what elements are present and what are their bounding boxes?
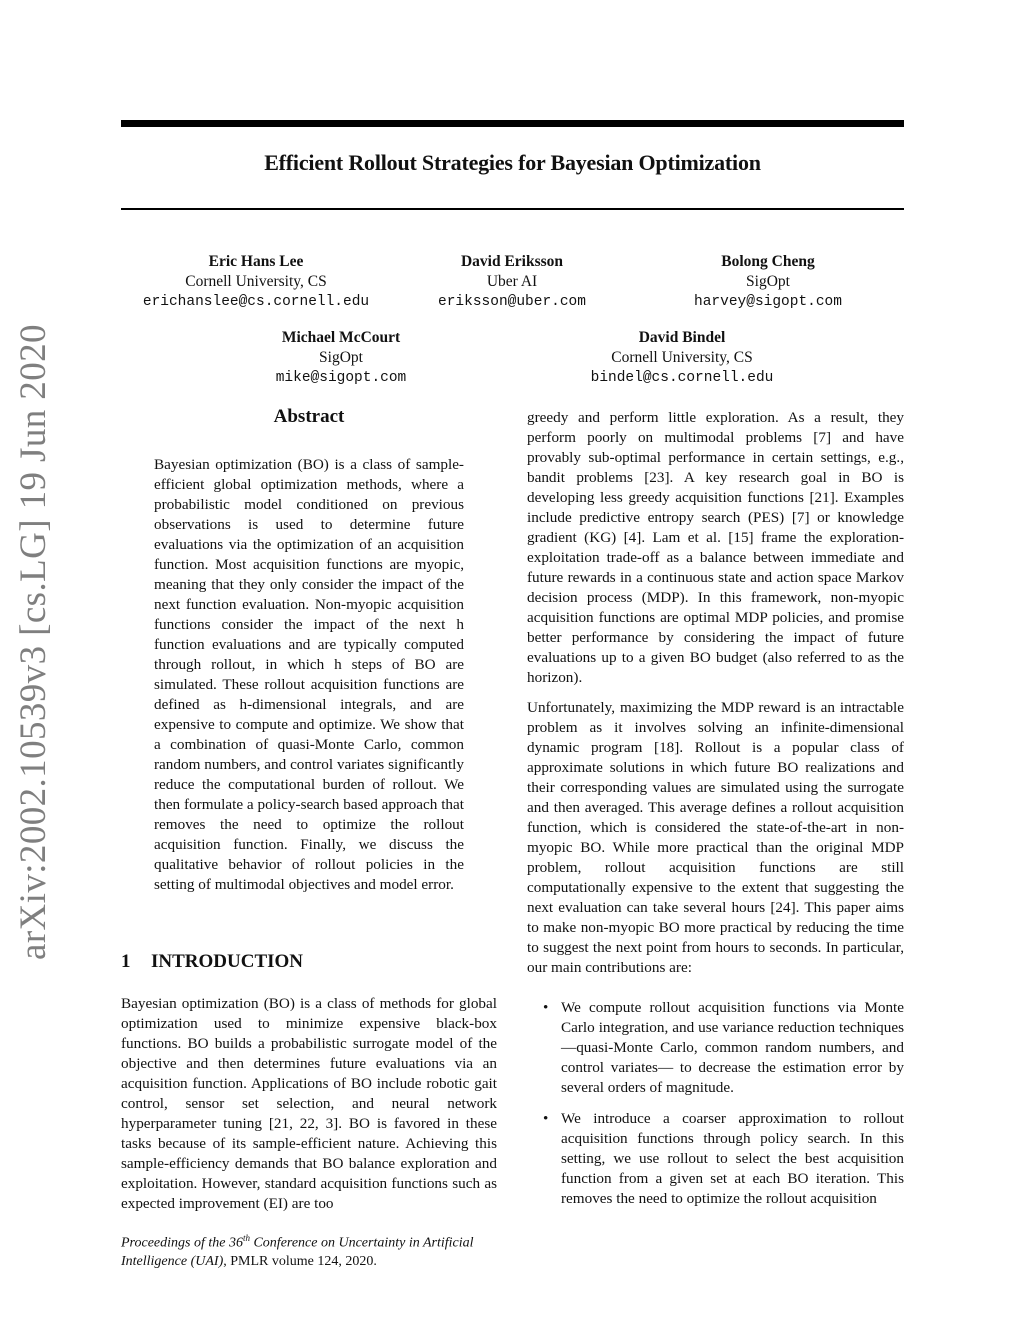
author-affiliation: SigOpt (746, 273, 790, 290)
footnote-rest: , PMLR volume 124, 2020. (223, 1253, 377, 1269)
author-email[interactable]: eriksson@uber.com (438, 294, 586, 310)
arxiv-identifier: arXiv:2002.10539v3 [cs.LG] 19 Jun 2020 (13, 324, 54, 960)
abstract-text: Bayesian optimization (BO) is a class of sample-efficient global optimization methods, where a probabilistic model conditioned on previous observations is used to determine future evaluations via the optimization of an acquisition function. Most acquisition functions are myopic, meaning that they only consider the impact of the next function evaluation. Non-myopic acquisition functions consider the impact of the next h function evaluations and are typically computed through rollout, in which h steps of BO are simulated. These rollout acquisition functions are defined as h-dimensional integrals, and are expensive to compute and optimize. We show that a combination of quasi-Monte Carlo, common random numbers, and control variates significantly reduce the computational burden of rollout. We then formulate a policy-search based approach that removes the need to optimize the rollout acquisition function. Finally, we discuss the qualitative behavior of rollout policies in the setting of multimodal objectives and model error. (154, 456, 464, 893)
paper-title: Efficient Rollout Strategies for Bayesian Optimization (264, 150, 761, 175)
author-name: Eric Hans Lee (208, 253, 304, 270)
author-block (241, 328, 441, 388)
author-name: Michael McCourt (281, 329, 401, 346)
section-number: 1 (121, 951, 131, 972)
author-affiliation: Cornell University, CS (611, 349, 753, 366)
footnote-venue-prefix: Proceedings of the 36 (121, 1235, 243, 1251)
author-email[interactable]: mike@sigopt.com (275, 370, 407, 386)
intro-paragraph: Bayesian optimization (BO) is a class of methods for global optimization used to minimize expensive black-box functions. BO builds a probabilistic surrogate model of the objective and then determines future evaluations via an acquisition function. Applications of BO include robotic gait control, sensor set selection, and neural network hyperparameter tuning [21, 22, 3]. BO is favored in these tasks because of its sample-efficient nature. Achieving this sample-efficiency demands that BO balance exploration and exploitation. However, standard acquisition functions such as expected improvement (EI) are too (121, 995, 497, 1212)
section-heading (121, 951, 303, 973)
list-item-text: We introduce a coarser approximation to rollout acquisition functions through policy search. In this setting, we use rollout to select the best acquisition function from a given set at each BO iteration. This removes the need to optimize the rollout acquisition (561, 1110, 904, 1207)
abstract-heading: Abstract (273, 406, 345, 427)
author-name: David Eriksson (460, 253, 564, 270)
author-email[interactable]: harvey@sigopt.com (694, 294, 842, 310)
author-affiliation: SigOpt (319, 349, 363, 366)
contribution-list-item (527, 998, 904, 1098)
author-email[interactable]: bindel@cs.cornell.edu (590, 370, 774, 386)
author-name: Bolong Cheng (721, 253, 815, 270)
author-block (121, 252, 391, 312)
contribution-list-item (527, 1109, 904, 1209)
proceedings-footnote (121, 1229, 501, 1271)
section-title: INTRODUCTION (151, 951, 304, 972)
author-name: David Bindel (638, 329, 726, 346)
author-email[interactable]: erichanslee@cs.cornell.edu (142, 294, 370, 310)
bullet-icon: • (543, 1110, 549, 1127)
author-affiliation: Cornell University, CS (185, 273, 327, 290)
body-paragraph: greedy and perform little exploration. As a result, they perform poorly on multimodal problems [7] and have provably sub-optimal performance in certain settings, e.g., bandit problems [23]. A key research goal in BO is developing less greedy acquisition functions [21]. Examples include predictive entropy search (PES) [7] or knowledge gradient (KG) [4]. Lam et al. [15] frame the exploration-exploitation trade-off as a balance between immediate and future rewards in a continuous state and action space Markov decision process (MDP). In this framework, non-myopic acquisition functions are optimal MDP policies, and promise better performance by considering the impact of future evaluations up to a given BO budget (also referred to as the horizon). (527, 409, 904, 686)
author-block (567, 328, 797, 388)
title-top-rule (121, 120, 904, 127)
footnote-venue: Conference on Uncertainty in Artificial Intelligence (UAI) (121, 1235, 474, 1269)
body-paragraph: Unfortunately, maximizing the MDP reward is an intractable problem as it involves solving an infinite-dimensional dynamic program [18]. Rollout is a popular class of approximate solutions in which future BO realizations and their corresponding values are simulated using the surrogate and then averaged. This average defines a rollout acquisition function, which is considered the state-of-the-art in non-myopic BO. While more practical than the original MDP problem, rollout acquisition functions are still computationally expensive to the extent that suggesting the next evaluation can take several hours [24]. This paper aims to make non-myopic BO more practical by reducing the time to suggest the next point from hours to seconds. In particular, our main contributions are: (527, 699, 904, 976)
title-bottom-rule (121, 208, 904, 210)
author-block (668, 252, 868, 312)
author-affiliation: Uber AI (486, 273, 538, 290)
author-block (412, 252, 612, 312)
footnote-superscript: th (242, 1233, 250, 1243)
bullet-icon: • (543, 999, 549, 1016)
list-item-text: We compute rollout acquisition functions via Monte Carlo integration, and use variance reduction techniques —quasi-Monte Carlo, common random numbers, and control variates— to decrease the estimation error by several orders of magnitude. (561, 999, 904, 1096)
